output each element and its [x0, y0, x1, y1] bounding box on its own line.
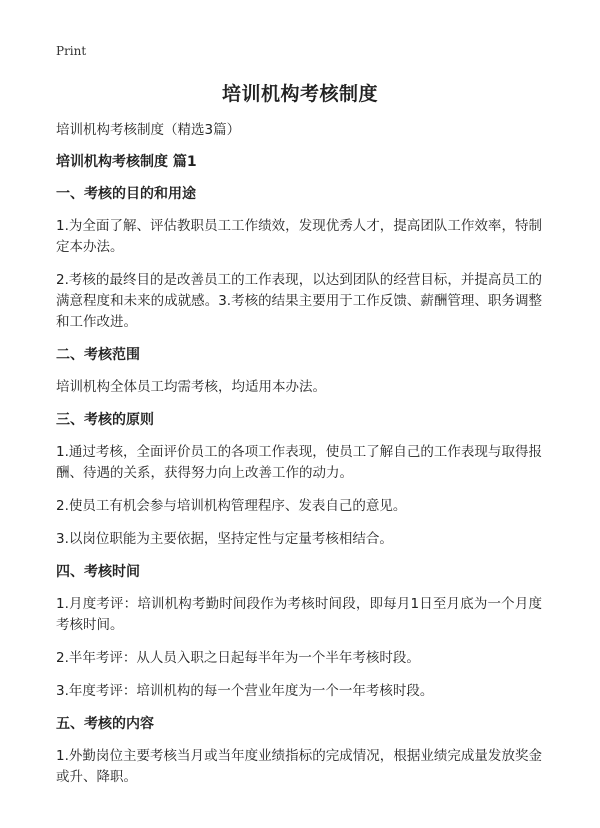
- paragraph: 培训机构全体员工均需考核，均适用本办法。: [56, 379, 326, 395]
- section-heading: 四、考核时间: [56, 564, 140, 580]
- section-heading: 三、考核的原则: [56, 412, 154, 428]
- section-3: [56, 410, 542, 550]
- paragraph: 2.半年考评：从人员入职之日起每半年为一个半年考核时段。: [56, 650, 420, 666]
- page-title: 培训机构考核制度: [221, 83, 378, 105]
- paragraph: 1.通过考核，全面评价员工的各项工作表现，使员工了解自己的工作表现与取得报酬、待遇的关系，获得努力向上改善工作的动力。: [56, 444, 542, 481]
- paragraph: 2.使员工有机会参与培训机构管理程序、发表自己的意见。: [56, 498, 407, 514]
- paragraph: 1.外勤岗位主要考核当月或当年度业绩指标的完成情况，根据业绩完成量发放奖金或升、降职。: [56, 748, 542, 785]
- paragraph: 2.考核的最终目的是改善员工的工作表现，以达到团队的经营目标，并提高员工的满意程度和未来的成就感。3.考核的结果主要用于工作反馈、薪酬管理、职务调整和工作改进。: [56, 272, 542, 330]
- section-heading: 二、考核范围: [56, 347, 140, 363]
- section-4: [56, 562, 542, 702]
- paragraph: 1.为全面了解、评估教职员工工作绩效，发现优秀人才，提高团队工作效率，特制定本办法。: [56, 218, 542, 255]
- section-5: [56, 714, 542, 788]
- section-heading: 一、考核的目的和用途: [56, 186, 196, 202]
- document-subtitle: 培训机构考核制度（精选3篇）: [56, 122, 241, 138]
- section-2: [56, 345, 542, 398]
- article-heading: 培训机构考核制度 篇1: [56, 154, 197, 170]
- document-body: [56, 120, 542, 800]
- paragraph: 3.年度考评：培训机构的每一个营业年度为一个一年考核时段。: [56, 683, 434, 699]
- print-label[interactable]: Print: [56, 44, 87, 58]
- section-1: [56, 184, 542, 333]
- paragraph: 3.以岗位职能为主要依据，坚持定性与定量考核相结合。: [56, 531, 393, 547]
- paragraph: 1.月度考评：培训机构考勤时间段作为考核时间段，即每月1日至月底为一个月度考核时间。: [56, 596, 542, 633]
- section-heading: 五、考核的内容: [56, 716, 154, 732]
